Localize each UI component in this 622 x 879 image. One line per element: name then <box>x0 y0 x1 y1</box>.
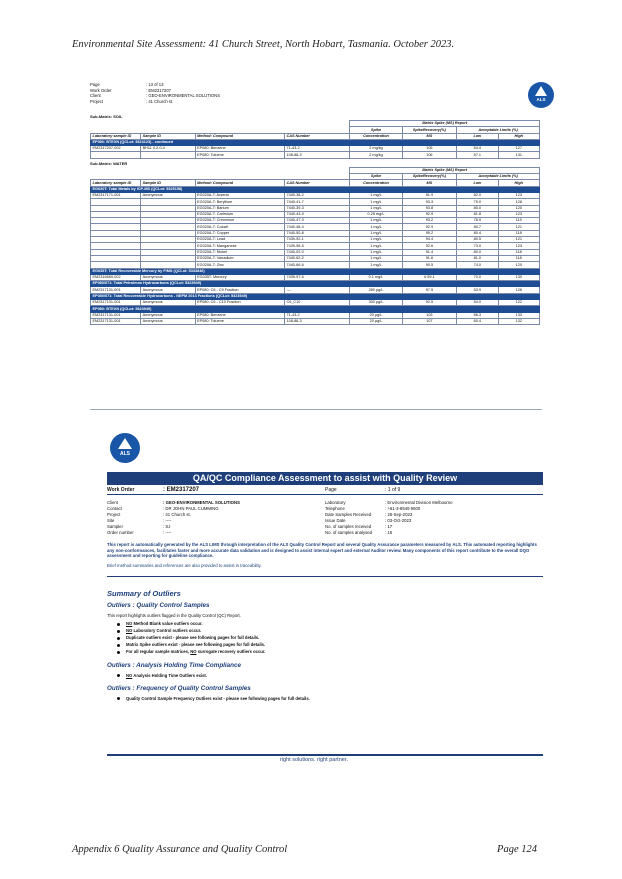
document-footer: Appendix 6 Quality Assurance and Quality Control <box>72 844 288 855</box>
brief-note: Brief method summaries and references are also provided to assist in traceability. <box>107 562 262 568</box>
table-cell: EG020A-T: Copper <box>195 230 284 236</box>
table-cell: 106 <box>402 152 456 158</box>
detail-value: : 17 <box>385 524 393 529</box>
table-cell: EG035T: Mercury <box>195 274 284 280</box>
document-header: Environmental Site Assessment: 41 Church Street, North Hobart, Tasmania. October 2023. <box>72 39 455 50</box>
table-cell: 93.8 <box>402 205 456 211</box>
table-cell: 70.0 <box>457 274 498 280</box>
detail-row <box>325 530 543 536</box>
item-text: For all regular sample matrices, <box>126 649 191 655</box>
detail-value: : ---- <box>163 518 172 523</box>
footer-rule <box>107 754 543 756</box>
table-cell: 73.0 <box>457 243 498 249</box>
table-cell: EG020A-T: Nickel <box>195 249 284 255</box>
table-cell: Anonymous <box>141 318 195 324</box>
table-cell: EG020A-T: Lead <box>195 237 284 243</box>
table-cell: 95.2 <box>402 230 456 236</box>
table-cell: 1 mg/L <box>350 230 402 236</box>
table-cell: 91.4 <box>402 249 456 255</box>
table-cell: 82.0 <box>457 192 498 198</box>
detail-key: Project <box>107 512 121 517</box>
list-item <box>117 695 543 702</box>
table-cell: 57.1 <box>457 152 498 158</box>
table-cell: EM2317131-001 <box>91 300 141 306</box>
table-cell: 121 <box>498 237 539 243</box>
detail-value: : SJ <box>163 524 171 529</box>
detail-key: No. of samples analysed <box>325 530 373 535</box>
qc-outliers-title: Outliers : Quality Control Samples <box>107 602 210 610</box>
table-cell: EG020A-T: Arsenic <box>195 192 284 198</box>
detail-value: : 03-Oct-2023 <box>385 518 412 523</box>
page-divider-top <box>90 409 542 410</box>
als-logo-icon: ALS <box>528 82 554 108</box>
table-cell: Anonymous <box>141 287 195 293</box>
table-cell: 132 <box>498 318 539 324</box>
table-row <box>91 318 540 324</box>
table-cell: 81.8 <box>457 211 498 217</box>
als-logo-icon: ALS <box>110 433 140 463</box>
matrix-spike-report <box>90 82 546 325</box>
table-cell: EG020A-T: Chromium <box>195 218 284 224</box>
submatrix-water-label: Sub-Matrix: WATER <box>90 160 128 166</box>
column-header-row: Laboratory sample ID Sample ID Method: Compound CAS Number Concentration MS Low High <box>91 133 540 139</box>
table-cell: 80.7 <box>457 224 498 230</box>
detail-row <box>107 530 325 536</box>
table-cell: 93.2 <box>402 218 456 224</box>
table-cell: EM2317131-001 <box>91 318 141 324</box>
detail-key: Client <box>107 500 118 505</box>
qc-lot-section: EG035T: Total Recoverable Mercury by FIMS (QCLot: 5333846) <box>91 268 540 274</box>
client-details <box>107 500 325 536</box>
table-cell: 0.1 mg/L <box>350 274 402 280</box>
table-cell: ---- <box>284 287 349 293</box>
table-cell: 2 mg/kg <box>350 152 402 158</box>
meta-key: Work Order <box>90 87 112 93</box>
table-cell: EP080: Benzene <box>195 146 284 152</box>
table-cell: 108-88-3 <box>284 318 349 324</box>
table-cell: 108-88-3 <box>284 152 349 158</box>
table-cell: 103 <box>402 312 456 318</box>
table-cell: EM2317131-001 <box>91 312 141 318</box>
qc-intro: This report highlights outliers flagged in the Quality Control (QC) Report. <box>107 613 241 619</box>
table-cell: 330 µg/L <box>350 300 402 306</box>
table-cell: EP080: Toluene <box>195 318 284 324</box>
table-cell: Anonymous <box>141 312 195 318</box>
qc-lot-section: EP080/071: Total Petroleum Hydrocarbons (QCLot: 5323949) <box>91 281 540 287</box>
item-text: Method Blank value outliers occur. <box>132 621 203 627</box>
table-cell: EP080: C6 - C10 Fraction <box>195 300 284 306</box>
meta-value: : EM2317207 <box>146 87 171 93</box>
table-cell: 53.9 <box>457 287 498 293</box>
table-cell: Anonymous <box>141 192 195 198</box>
table-cell: 56.3 <box>457 312 498 318</box>
table-cell: 54.4 <box>457 146 498 152</box>
soil-matrix-spike-table <box>90 120 540 159</box>
table-cell: 120 <box>498 205 539 211</box>
table-cell: 7440-48-4 <box>284 224 349 230</box>
sub-header-row: Spike SpikeRecovery(%) Acceptable Limits (%) <box>91 127 540 133</box>
qc-outlier-list <box>117 621 543 656</box>
item-text: Duplicate outliers exist - please see following pages for full details. <box>126 635 260 641</box>
table-cell: 118 <box>498 255 539 261</box>
table-cell: 74.0 <box>457 262 498 268</box>
table-cell: EG020A-T: Vanadium <box>195 255 284 261</box>
table-cell: 80.0 <box>457 249 498 255</box>
table-cell: 118 <box>498 249 539 255</box>
detail-value: : +61-3-8549 9600 <box>385 506 421 511</box>
column-header-row: Laboratory sample ID Sample ID Method: Compound CAS Number Concentration MS Low High <box>91 180 540 186</box>
table-cell: 0.25 mg/L <box>350 211 402 217</box>
table-cell: EG020A-T: Manganese <box>195 243 284 249</box>
table-cell: 60.4 <box>457 318 498 324</box>
table-cell: 80.5 <box>457 237 498 243</box>
table-cell: 71-43-2 <box>284 146 349 152</box>
table-cell: 79.0 <box>457 199 498 205</box>
table-cell: 7440-62-2 <box>284 255 349 261</box>
table-cell: 7440-38-2 <box>284 192 349 198</box>
table-cell: 119 <box>498 218 539 224</box>
work-order-row: Work Order : EM2317207 Page : 1 of 9 <box>107 486 543 495</box>
table-cell: C6_C10 <box>284 300 349 306</box>
detail-value: : 41 Church st. <box>163 512 191 517</box>
detail-value: : DR JOHN PAUL CUMMING <box>163 506 219 511</box>
frequency-list <box>117 695 543 702</box>
table-row <box>91 152 540 158</box>
table-cell: 123 <box>498 243 539 249</box>
sub-header-row: Spike SpikeRecovery(%) Acceptable Limits (%) <box>91 174 540 180</box>
table-cell: EG020A-T: Beryllium <box>195 199 284 205</box>
qaqc-compliance-report <box>107 472 543 702</box>
table-cell: 1 mg/L <box>350 237 402 243</box>
table-cell: 20 µg/L <box>350 318 402 324</box>
detail-key: Contact <box>107 506 122 511</box>
table-cell: 128 <box>498 199 539 205</box>
item-text: Laboratory Control outliers occur. <box>132 628 202 634</box>
meta-value: : 41 Church st. <box>146 98 174 104</box>
table-cell: 123 <box>498 192 539 198</box>
table-cell: 91.6 <box>402 255 456 261</box>
table-cell: 127 <box>498 146 539 152</box>
qc-lot-section: EP080: BTEXN (QCLot: 5324123) - continued <box>91 139 540 145</box>
no-marker: NO <box>126 628 133 634</box>
header-group: Matrix Spike (MS) Report <box>350 121 540 127</box>
table-cell: 1 mg/L <box>350 249 402 255</box>
meta-value: : 13 of 13 <box>146 82 164 87</box>
table-cell: EG020A-T: Cobalt <box>195 224 284 230</box>
table-cell: 7440-47-3 <box>284 218 349 224</box>
table-cell: 123 <box>498 211 539 217</box>
section-divider <box>107 576 543 577</box>
table-cell: 1 mg/L <box>350 243 402 249</box>
detail-key: No. of samples received <box>325 524 372 529</box>
report-note: This report is automatically generated by the ALS LIMS through interpretation of the ALS Quality Control Report and several Quality Assurance parameters measured by ALS. This automated reporting highlights any non-conformances, facilitates faster and more accurate data validation and is designed to assist internal expert and external Auditor review. Many components of this report contribute to the overall DQO assessment and reporting for guideline compliance. <box>107 542 537 559</box>
table-cell: 7439-96-5 <box>284 243 349 249</box>
table-cell: 1 mg/L <box>350 218 402 224</box>
table-cell: EM2317171-001 <box>91 192 141 198</box>
table-cell: 92.5 <box>402 300 456 306</box>
detail-value: : 16 <box>385 530 393 535</box>
list-item <box>117 628 543 635</box>
table-cell: 92.6 <box>402 243 456 249</box>
submatrix-soil-label: Sub-Matrix: SOIL <box>90 114 123 119</box>
holding-time-list <box>117 672 543 679</box>
table-cell: 7439-92-1 <box>284 237 349 243</box>
table-cell: EG020A-T: Zinc <box>195 262 284 268</box>
table-cell: 7440-66-6 <box>284 262 349 268</box>
detail-value: : Environmental Division Melbourne <box>385 500 453 505</box>
no-marker: NO <box>126 621 133 627</box>
detail-key: Sampler <box>107 524 124 529</box>
table-cell: 54.0 <box>457 300 498 306</box>
table-cell: 92.9 <box>402 224 456 230</box>
table-cell: 80.0 <box>457 205 498 211</box>
table-cell: 78.9 <box>457 218 498 224</box>
table-cell: 71-43-2 <box>284 312 349 318</box>
detail-key: Date Samples Received <box>325 512 372 517</box>
meta-key: Client <box>90 93 101 98</box>
table-cell: 2 mg/kg <box>350 146 402 152</box>
table-cell: 122 <box>498 300 539 306</box>
item-text: surrogate recovery outliers occur. <box>196 649 266 655</box>
page-number: Page 124 <box>497 844 537 855</box>
table-cell: 7440-02-0 <box>284 249 349 255</box>
table-cell: 90.5 <box>402 262 456 268</box>
meta-key: Project <box>90 98 104 104</box>
table-cell: 105 <box>402 146 456 152</box>
table-cell: 133 <box>498 312 539 318</box>
table-cell: 280 µg/L <box>350 287 402 293</box>
list-item <box>117 642 543 649</box>
no-marker: NO <box>190 649 197 655</box>
table-cell: EG020A-T: Barium <box>195 205 284 211</box>
list-item <box>117 635 543 642</box>
table-cell: EM2317207-002 <box>91 146 141 152</box>
header-group: Matrix Spike (MS) Report <box>350 167 540 173</box>
lab-details <box>325 500 543 536</box>
table-cell: EG020A-T: Cadmium <box>195 211 284 217</box>
table-cell: 20 µg/L <box>350 312 402 318</box>
table-cell: 1 mg/L <box>350 199 402 205</box>
item-text: Matrix Spike outliers exist - please see following pages for full details. <box>126 642 266 648</box>
table-cell: 93.3 <box>402 199 456 205</box>
table-cell: 1 mg/L <box>350 262 402 268</box>
table-cell: 97.5 <box>402 287 456 293</box>
report-meta <box>90 82 540 104</box>
table-cell: 92.9 <box>402 211 456 217</box>
table-cell: 7440-39-3 <box>284 205 349 211</box>
detail-value: : 26-Sep-2023 <box>385 512 413 517</box>
frequency-title: Outliers : Frequency of Quality Control Samples <box>107 684 251 692</box>
meta-key: Page <box>90 82 100 87</box>
table-cell: 7440-43-9 <box>284 211 349 217</box>
tagline: right solutions. right partner. <box>280 757 348 763</box>
table-cell: 81.0 <box>457 255 498 261</box>
detail-key: Telephone <box>325 506 345 511</box>
table-cell: EP080: Toluene <box>195 152 284 158</box>
table-cell: 107 <box>402 318 456 324</box>
detail-key: Issue Date <box>325 518 346 523</box>
table-cell: Anonymous <box>141 274 195 280</box>
detail-key: Order number <box>107 530 134 535</box>
table-cell: 1 mg/L <box>350 205 402 211</box>
list-item <box>117 621 543 628</box>
list-item <box>117 672 543 679</box>
list-item <box>117 649 543 656</box>
table-cell: 120 <box>498 262 539 268</box>
table-cell: 131 <box>498 152 539 158</box>
table-cell: 1 mg/L <box>350 192 402 198</box>
qc-lot-section: EP080: BTEXN (QCLot: 5323949) <box>91 306 540 312</box>
no-marker: NO <box>126 672 133 678</box>
table-cell: EP080: Benzene <box>195 312 284 318</box>
report-banner: QA/QC Compliance Assessment to assist with Quality Review <box>107 472 543 485</box>
table-cell: 130 <box>498 274 539 280</box>
detail-value: : GEO-ENVIRONMENTAL SOLUTIONS <box>163 500 240 505</box>
meta-value: : GEO-ENVIRONMENTAL SOLUTIONS <box>146 93 220 98</box>
table-cell: 7440-41-7 <box>284 199 349 205</box>
table-cell: 80.4 <box>457 230 498 236</box>
detail-key: Laboratory <box>325 500 346 505</box>
table-cell: EP080: C6 - C9 Fraction <box>195 287 284 293</box>
table-cell: BH11 0.2-0.4 <box>141 146 195 152</box>
table-cell: 118 <box>498 230 539 236</box>
item-text: Analysis Holding Time Outliers exist. <box>132 672 207 678</box>
table-cell: 121 <box>498 224 539 230</box>
table-cell: EM2317131-001 <box>91 287 141 293</box>
item-text: Quality Control Sample Frequency Outliers exist - please see following pages for full details. <box>126 695 310 701</box>
table-cell: 1 mg/L <box>350 255 402 261</box>
holding-time-title: Outliers : Analysis Holding Time Compliance <box>107 661 242 669</box>
table-cell: 126 <box>498 287 539 293</box>
table-cell: EM2316669-002 <box>91 274 141 280</box>
table-cell: 91.9 <box>402 192 456 198</box>
qc-lot-section: EP080/071: Total Recoverable Hydrocarbons - NEPM 2013 Fractions (QCLot: 5323949) <box>91 293 540 299</box>
water-matrix-spike-table <box>90 167 540 325</box>
table-cell: Anonymous <box>141 300 195 306</box>
table-cell: 1 mg/L <box>350 224 402 230</box>
table-cell: 94.4 <box>402 237 456 243</box>
detail-value: : ---- <box>163 530 172 535</box>
table-cell <box>141 152 195 158</box>
table-cell: 7440-50-8 <box>284 230 349 236</box>
table-cell: # 59.1 <box>402 274 456 280</box>
table-cell: 7439-97-6 <box>284 274 349 280</box>
summary-title: Summary of Outliers <box>107 589 181 599</box>
detail-key: Site <box>107 518 115 523</box>
qc-lot-section: EG020T: Total Metals by ICP-MS (QCLot: 5325158) <box>91 186 540 192</box>
table-cell <box>91 152 141 158</box>
